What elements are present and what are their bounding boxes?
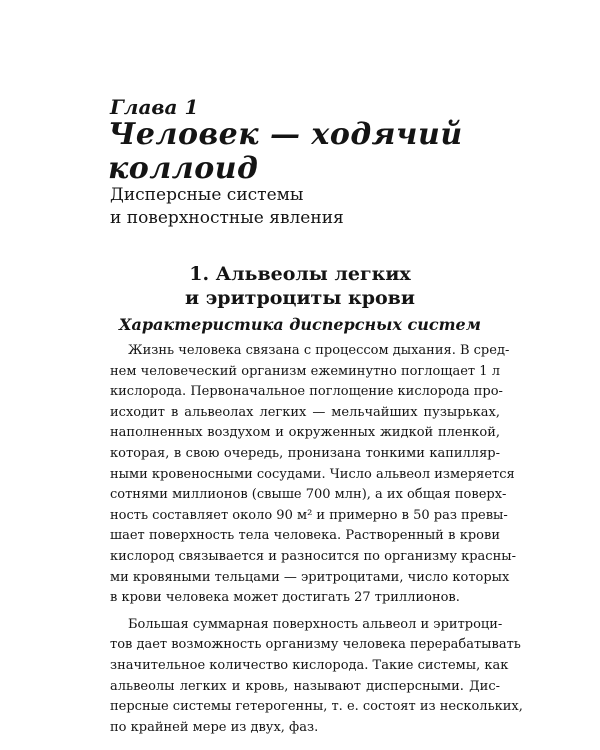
paragraph-1 [110,341,516,609]
paragraph-line: ными кровеносными сосудами. Число альвеол измеряется [110,466,515,482]
paragraph-line: Жизнь человека связана с процессом дыхания. В сред- [128,343,510,358]
paragraph-line: Большая суммарная поверхность альвеол и эритроци- [128,616,503,632]
section-heading [100,262,500,310]
paragraph-line: ность составляет около 90 м² и примерно в 50 раз превы- [110,507,508,523]
paragraph-line: шает поверхность тела человека. Растворенный в крови [110,528,500,544]
section-heading-line: и эритроциты крови [185,287,415,309]
section-heading-line: 1. Альвеолы легких [189,263,411,285]
paragraph-line: значительное количество кислорода. Такие системы, как [110,657,509,673]
paragraph-line: тов дает возможность организму человека перерабатывать [110,637,521,653]
chapter-title-line: Человек — ходячий [108,117,463,152]
paragraph-line: персные системы гетерогенны, т. е. состоят из нескольких, [110,699,523,715]
chapter-title [108,118,528,186]
chapter-label: Глава 1 [110,95,199,119]
paragraph-line: кислорода. Первоначальное поглощение кислорода про- [110,384,503,400]
chapter-title-line: коллоид [108,151,259,186]
paragraph-line: по крайней мере из двух, фаз. [110,719,319,735]
chapter-subtitle [110,184,344,230]
section-subheading: Характеристика дисперсных систем [119,315,481,334]
paragraph-line: исходит в альвеолах легких — мельчайших пузырьках, [110,404,500,420]
paragraph-line: нем человеческий организм ежеминутно поглощает 1 л [110,363,500,379]
paragraph-2 [110,615,523,739]
paragraph-line: сотнями миллионов (свыше 700 млн), а их общая поверх- [110,487,507,503]
paragraph-line: кислород связывается и разносится по организму красны- [110,548,516,564]
paragraph-line: альвеолы легких и кровь, называют дисперсными. Дис- [110,678,500,694]
paragraph-line: наполненных воздухом и окруженных жидкой пленкой, [110,425,500,441]
paragraph-line: ми кровяными тельцами — эритроцитами, число которых [110,569,510,585]
paragraph-line: которая, в свою очередь, пронизана тонкими капилляр- [110,445,500,461]
chapter-subtitle-line: и поверхностные явления [110,208,344,228]
paragraph-line: в крови человека может достигать 27 триллионов. [110,590,460,606]
chapter-subtitle-line: Дисперсные системы [110,185,304,205]
body-text [110,341,523,738]
